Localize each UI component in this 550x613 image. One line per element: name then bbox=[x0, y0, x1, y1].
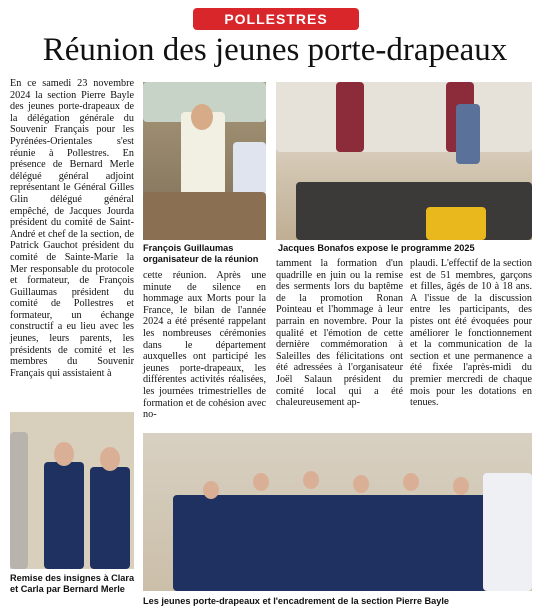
photo-insignia bbox=[10, 412, 134, 569]
photo-program bbox=[276, 82, 532, 240]
body-column-1: En ce samedi 23 novembre 2024 la section Pierre Bayle des jeunes porte-drapeaux de la délégation générale du Souvenir Français pour les Pyrénées-Orientales s'est réunie à Pollestres. En présence de Bernard Merle délégué général adjoint représentant le Général Gilles Glin délégué général empêché, de Jacques Jourda président du comité de Saint-André et chef de la section, de Patrick Gauchot président du comité de Sainte-Marie la Mer responsable du protocole et formateur, de François Guillaumas président du comité de Pollestres et formateur, un échange constructif a eu lieu avec les jeunes, leurs parents, les présidents de comité et les membres du Souvenir Français qui assistaient à bbox=[10, 78, 134, 379]
body-column-2: cette réunion. Après une minute de silence en hommage aux Morts pour la France, le bilan de l'année 2024 a été présenté rappelant les nombreuses cérémonies dans le département auxquelles ont participé les jeunes porte-drapeaux, les différentes activités réalisées, les journées trimestrielles de formation et de cohésion avec no- bbox=[143, 270, 266, 421]
photo-organizer bbox=[143, 82, 266, 240]
headline: Réunion des jeunes porte-drapeaux bbox=[42, 32, 508, 68]
photo-group bbox=[143, 433, 532, 591]
body-column-4: plaudi. L'effectif de la section est de 51 membres, garçons et filles, âgés de 10 à 18 ans. A l'issue de la discussion entre les participants, des pistes ont été évoquées pour améliorer le fonctionnement et la communication de la section et une permanence a été fixée l'après-midi du premier mercredi de chaque mois pour les dotations en tenues. bbox=[410, 258, 532, 409]
caption-photo4: Les jeunes porte-drapeaux et l'encadrement de la section Pierre Bayle bbox=[143, 596, 450, 606]
caption-photo3: Remise des insignes à Clara et Carla par Bernard Merle bbox=[10, 573, 135, 594]
body-column-3: tamment la formation d'un quadrille en juin ou la remise des serments lors du baptême de la promotion Ronan Pointeau et l'hommage à leur parrain en novembre. Pour la qualité et l'émotion de cette dernière commémoration à Saleilles des félicitations ont été adressées à l'organisateur Joël Salaun président du comité local qui a été chaleureusement ap- bbox=[276, 258, 403, 409]
caption-photo2: Jacques Bonafos expose le programme 2025 bbox=[278, 243, 475, 253]
section-tag: POLLESTRES bbox=[193, 8, 359, 30]
caption-photo1: François Guillaumas organisateur de la réunion bbox=[143, 243, 259, 264]
